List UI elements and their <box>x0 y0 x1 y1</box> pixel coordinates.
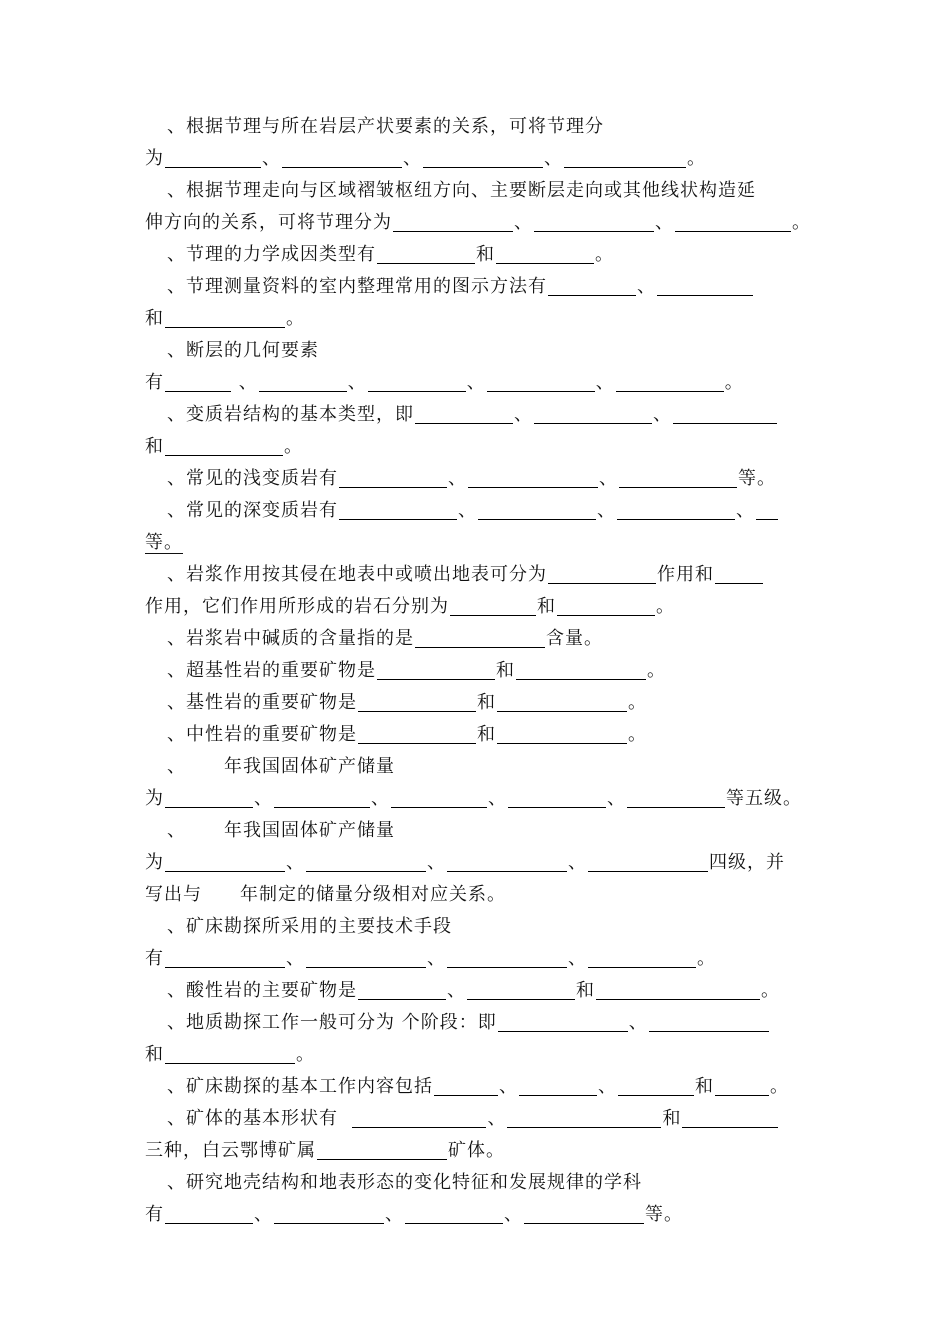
answer-blank[interactable] <box>165 966 285 968</box>
answer-blank[interactable] <box>377 262 475 264</box>
answer-blank[interactable] <box>358 710 476 712</box>
question-19 <box>145 1072 808 1104</box>
separator: 。 <box>761 980 780 1001</box>
separator: 、 <box>371 788 390 809</box>
answer-blank[interactable] <box>405 1222 503 1224</box>
question-text: 年我国固体矿产储量 <box>224 820 395 841</box>
question-2-line-2 <box>145 208 811 240</box>
separator: 。 <box>628 724 647 745</box>
answer-blank[interactable] <box>564 166 686 168</box>
answer-blank[interactable] <box>282 166 402 168</box>
question-18-line-2 <box>145 1040 808 1072</box>
answer-blank[interactable] <box>657 294 753 296</box>
answer-blank[interactable] <box>415 646 545 648</box>
separator: 、 <box>504 1204 523 1225</box>
question-text: 有 <box>145 948 164 969</box>
answer-blank[interactable] <box>165 870 285 872</box>
question-9-line-1 <box>145 560 808 592</box>
answer-blank[interactable] <box>377 678 495 680</box>
separator: 、 <box>385 1204 404 1225</box>
separator: 、 <box>458 500 477 521</box>
answer-blank[interactable] <box>274 806 370 808</box>
question-text: 、超基性岩的重要矿物是 <box>167 660 376 681</box>
connector: 和 <box>145 436 164 457</box>
question-5-line-1 <box>145 336 808 368</box>
question-21-line-2 <box>145 1200 808 1232</box>
question-text: 伸方向的关系，可将节理分为 <box>145 212 392 233</box>
answer-blank[interactable] <box>519 1094 597 1096</box>
question-4-line-1 <box>145 272 808 304</box>
answer-blank[interactable] <box>358 742 476 744</box>
answer-blank[interactable] <box>274 1222 384 1224</box>
answer-blank[interactable] <box>358 998 446 1000</box>
question-text: 年制定的储量分级相对应关系。 <box>240 884 506 905</box>
question-text: 、研究地壳结构和地表形态的变化特征和发展规律的学科 <box>167 1172 642 1193</box>
answer-blank[interactable] <box>507 1126 661 1128</box>
question-6-line-1 <box>145 400 808 432</box>
answer-blank[interactable] <box>496 262 594 264</box>
separator: 、 <box>447 980 466 1001</box>
answer-blank[interactable] <box>415 422 513 424</box>
separator: 。 <box>687 148 706 169</box>
answer-blank[interactable] <box>524 1222 644 1224</box>
answer-blank[interactable] <box>393 230 513 232</box>
separator: 。 <box>595 244 614 265</box>
answer-blank[interactable] <box>508 806 606 808</box>
connector: 和 <box>477 692 496 713</box>
answer-blank[interactable] <box>165 1062 295 1064</box>
separator: 。 <box>296 1044 315 1065</box>
question-text: 等五级。 <box>726 788 802 809</box>
question-text: 、岩浆作用按其侵在地表中或喷出地表可分为 <box>167 564 547 585</box>
separator: 。 <box>792 212 811 233</box>
separator: 、 <box>653 404 672 425</box>
answer-blank[interactable] <box>352 1126 486 1128</box>
answer-blank[interactable] <box>627 806 725 808</box>
answer-blank[interactable] <box>165 326 285 328</box>
separator: 、 <box>403 148 422 169</box>
separator: 等。 <box>645 1204 683 1225</box>
question-16-line-1 <box>145 912 808 944</box>
question-text: 、酸性岩的主要矿物是 <box>167 980 357 1001</box>
separator: 。 <box>628 692 647 713</box>
answer-blank[interactable] <box>548 582 656 584</box>
question-text: 为 <box>145 852 164 873</box>
question-text: 、变质岩结构的基本类型，即 <box>167 404 414 425</box>
question-text: 、岩浆岩中碱质的含量指的是 <box>167 628 414 649</box>
connector: 和 <box>695 1076 714 1097</box>
answer-blank[interactable] <box>468 486 598 488</box>
separator: 、 <box>487 1108 507 1129</box>
answer-blank[interactable] <box>715 1094 769 1096</box>
question-text: 、矿床勘探所采用的主要技术手段 <box>167 916 452 937</box>
question-8-line-1 <box>145 496 808 528</box>
separator: 、 <box>254 1204 273 1225</box>
question-16-line-2 <box>145 944 808 976</box>
answer-blank[interactable] <box>497 710 627 712</box>
separator: 、 <box>568 948 587 969</box>
answer-blank[interactable] <box>339 486 447 488</box>
question-5-line-2 <box>145 368 808 400</box>
question-text: 、常见的浅变质岩有 <box>167 468 338 489</box>
answer-blank[interactable] <box>675 230 791 232</box>
connector: 和 <box>476 244 495 265</box>
answer-blank[interactable] <box>306 966 426 968</box>
answer-blank[interactable] <box>618 1094 694 1096</box>
answer-blank[interactable] <box>616 390 724 392</box>
answer-blank[interactable] <box>557 614 655 616</box>
separator: 。 <box>286 308 305 329</box>
separator: 、 <box>544 148 563 169</box>
separator: 、 <box>347 372 367 393</box>
question-text: 、矿体的基本形状有 <box>167 1108 338 1129</box>
question-text: 有 <box>145 372 164 393</box>
question-17 <box>145 976 808 1008</box>
question-text: 、节理的力学成因类型有 <box>167 244 376 265</box>
answer-blank[interactable] <box>498 1030 628 1032</box>
answer-blank[interactable] <box>596 998 760 1000</box>
answer-blank[interactable] <box>588 966 696 968</box>
separator: 等。 <box>145 532 183 553</box>
separator: 、 <box>736 500 755 521</box>
separator: 等。 <box>738 468 776 489</box>
question-3 <box>145 240 808 272</box>
separator: 。 <box>697 948 716 969</box>
answer-blank[interactable] <box>588 870 708 872</box>
connector: 和 <box>537 596 556 617</box>
connector: 和 <box>477 724 496 745</box>
answer-blank[interactable] <box>516 678 646 680</box>
separator: 、 <box>637 276 656 297</box>
question-text: 为 <box>145 788 164 809</box>
separator: 、 <box>427 852 446 873</box>
question-14-line-2 <box>145 784 808 816</box>
connector: 和 <box>662 1108 682 1129</box>
answer-blank[interactable] <box>534 230 654 232</box>
answer-blank[interactable] <box>487 390 595 392</box>
separator: 。 <box>656 596 675 617</box>
answer-blank[interactable] <box>447 870 567 872</box>
answer-blank[interactable] <box>715 582 763 584</box>
separator: 、 <box>598 1076 617 1097</box>
answer-blank[interactable] <box>165 166 261 168</box>
question-15-line-3 <box>145 880 808 912</box>
answer-blank[interactable] <box>673 422 777 424</box>
connector: 和 <box>145 308 164 329</box>
question-13 <box>145 720 808 752</box>
question-15-line-1 <box>145 816 808 848</box>
answer-blank[interactable] <box>447 966 567 968</box>
answer-blank[interactable] <box>368 390 466 392</box>
answer-blank[interactable] <box>534 422 652 424</box>
separator: 。 <box>647 660 666 681</box>
question-18-line-1 <box>145 1008 808 1040</box>
answer-blank[interactable] <box>619 486 737 488</box>
separator: 、 <box>655 212 674 233</box>
question-text: 、基性岩的重要矿物是 <box>167 692 357 713</box>
question-4-line-2 <box>145 304 808 336</box>
question-text: 、地质勘探工作一般可分为 个阶段：即 <box>167 1012 497 1033</box>
question-text: 为 <box>145 148 164 169</box>
separator: 、 <box>262 148 281 169</box>
question-10 <box>145 624 808 656</box>
separator: 、 <box>427 948 446 969</box>
answer-blank[interactable] <box>682 1126 778 1128</box>
separator: 、 <box>597 500 616 521</box>
question-20-line-2 <box>145 1136 808 1168</box>
separator: 、 <box>286 948 305 969</box>
question-text: 、中性岩的重要矿物是 <box>167 724 357 745</box>
question-11 <box>145 656 808 688</box>
answer-blank[interactable] <box>423 166 543 168</box>
separator: 。 <box>284 436 303 457</box>
separator: 、 <box>448 468 467 489</box>
question-text: 、节理测量资料的室内整理常用的图示方法有 <box>167 276 547 297</box>
question-7 <box>145 464 808 496</box>
question-text: 、 <box>167 756 186 777</box>
separator: 。 <box>770 1076 789 1097</box>
answer-blank[interactable] <box>756 518 778 520</box>
separator: 、 <box>568 852 587 873</box>
answer-blank[interactable] <box>391 806 487 808</box>
separator: 、 <box>595 372 615 393</box>
separator: 、 <box>607 788 626 809</box>
separator: 、 <box>499 1076 518 1097</box>
answer-blank[interactable] <box>165 390 231 392</box>
question-9-line-2 <box>145 592 808 624</box>
connector: 和 <box>145 1044 164 1065</box>
separator: 、 <box>628 1012 648 1033</box>
question-15-line-2 <box>145 848 808 880</box>
question-text: 年我国固体矿产储量 <box>224 756 395 777</box>
separator: 、 <box>238 372 258 393</box>
question-text: 作用和 <box>657 564 714 585</box>
question-text: 、常见的深变质岩有 <box>167 500 338 521</box>
separator: 、 <box>466 372 486 393</box>
question-text: 四级，并 <box>709 852 785 873</box>
question-text: 、断层的几何要素 <box>167 340 319 361</box>
question-20-line-1 <box>145 1104 808 1136</box>
connector: 和 <box>576 980 595 1001</box>
answer-blank[interactable] <box>259 390 347 392</box>
answer-blank[interactable] <box>548 294 636 296</box>
question-1-line-2 <box>145 144 808 176</box>
answer-blank[interactable] <box>165 454 283 456</box>
separator: 、 <box>514 212 533 233</box>
question-text: 、矿床勘探的基本工作内容包括 <box>167 1076 433 1097</box>
answer-blank[interactable] <box>478 518 596 520</box>
separator: 。 <box>724 372 744 393</box>
answer-blank[interactable] <box>617 518 735 520</box>
answer-blank[interactable] <box>434 1094 498 1096</box>
answer-blank[interactable] <box>339 518 457 520</box>
question-text: 、根据节理走向与区域褶皱枢纽方向、主要断层走向或其他线状构造延 <box>167 180 756 201</box>
answer-blank[interactable] <box>450 614 536 616</box>
answer-blank[interactable] <box>306 870 426 872</box>
question-text: 写出与 <box>145 884 202 905</box>
separator: 、 <box>286 852 305 873</box>
question-1-line-1 <box>145 112 808 144</box>
question-sheet <box>145 112 811 1232</box>
question-text: 矿体。 <box>448 1140 505 1161</box>
answer-blank[interactable] <box>317 1158 447 1160</box>
question-text: 有 <box>145 1204 164 1225</box>
connector: 和 <box>496 660 515 681</box>
question-2-line-1 <box>145 176 808 208</box>
question-21-line-1 <box>145 1168 808 1200</box>
separator: 、 <box>514 404 533 425</box>
question-text: 、 <box>167 820 186 841</box>
question-text: 三种，白云鄂博矿属 <box>145 1140 316 1161</box>
answer-blank[interactable] <box>649 1030 769 1032</box>
separator: 、 <box>254 788 273 809</box>
question-6-line-2 <box>145 432 808 464</box>
question-8-line-2 <box>145 528 808 560</box>
answer-blank[interactable] <box>467 998 575 1000</box>
answer-blank[interactable] <box>165 806 253 808</box>
question-text: 含量。 <box>546 628 603 649</box>
answer-blank[interactable] <box>165 1222 253 1224</box>
question-12 <box>145 688 808 720</box>
separator: 、 <box>488 788 507 809</box>
question-text: 作用，它们作用所形成的岩石分别为 <box>145 596 449 617</box>
answer-blank[interactable] <box>497 742 627 744</box>
question-text: 、根据节理与所在岩层产状要素的关系，可将节理分 <box>167 116 604 137</box>
question-14-line-1 <box>145 752 808 784</box>
separator: 、 <box>599 468 618 489</box>
